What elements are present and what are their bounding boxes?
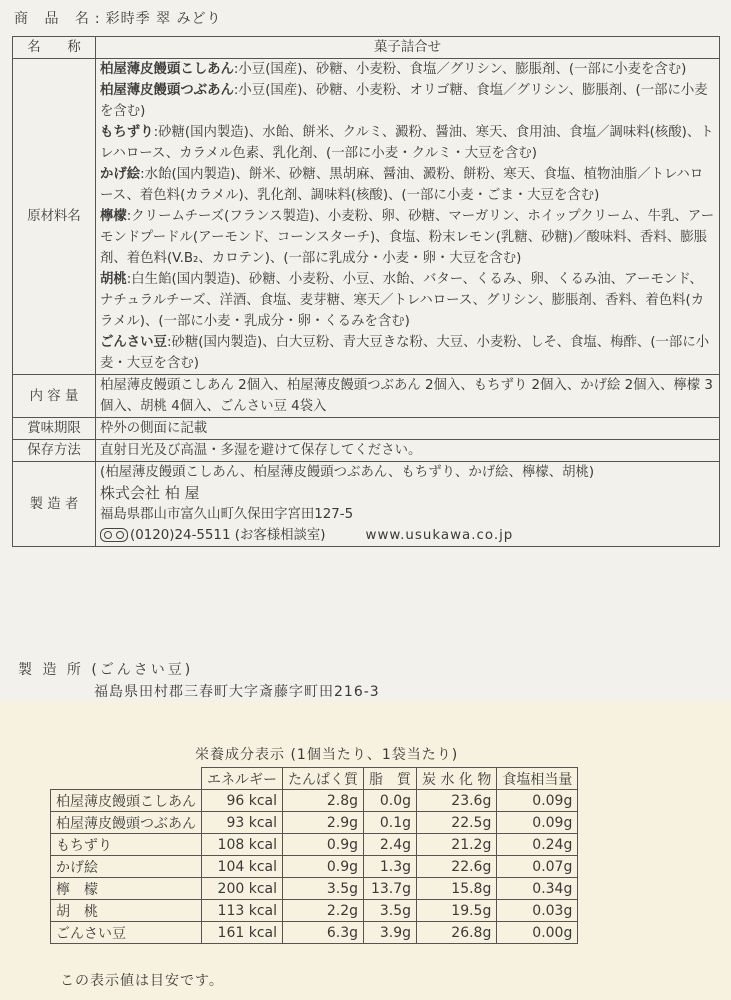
nutrition-value: 2.8g xyxy=(283,790,364,812)
nutrition-value: 22.5g xyxy=(417,812,497,834)
nutrition-value: 2.4g xyxy=(364,834,417,856)
nutrition-product: 柏屋薄皮饅頭つぶあん xyxy=(51,812,202,834)
nutrition-value: 2.2g xyxy=(283,900,364,922)
nutrition-value: 0.0g xyxy=(364,790,417,812)
nutrition-header: たんぱく質 xyxy=(283,768,364,790)
expiry-value: 枠外の側面に記載 xyxy=(96,418,720,440)
content-value: 柏屋薄皮饅頭こしあん 2個入、柏屋薄皮饅頭つぶあん 2個入、もちずり 2個入、かげ絵 2個入、檸檬 3個入、胡桃 4個入、ごんさい豆 4袋入 xyxy=(96,375,720,418)
name-label: 名 称 xyxy=(13,37,96,59)
ingredient-item: ごんさい豆:砂糖(国内製造)、白大豆粉、青大豆きな粉、大豆、小麦粉、しそ、食塩、梅酢、(一部に小麦・大豆を含む) xyxy=(100,335,710,371)
nutrition-value: 200 kcal xyxy=(202,878,283,900)
nutrition-value: 21.2g xyxy=(417,834,497,856)
product-label: 商 品 名: xyxy=(14,11,106,27)
nutrition-product: もちずり xyxy=(51,834,202,856)
ingredient-item: かげ絵:水飴(国内製造)、餅米、砂糖、黒胡麻、醤油、澱粉、餅粉、寒天、食塩、植物油脂／トレハロース、着色料(カラメル)、乳化剤、調味料(核酸)、(一部に小麦・ごま・大豆を含む) xyxy=(100,167,704,203)
nutrition-title: 栄養成分表示 (1個当たり、1袋当たり) xyxy=(195,747,459,763)
maker-row xyxy=(13,462,720,547)
nutrition-value: 13.7g xyxy=(364,878,417,900)
nutrition-value: 0.09g xyxy=(497,790,578,812)
nutrition-value: 0.1g xyxy=(364,812,417,834)
ingredient-item: 胡桃:白生餡(国内製造)、砂糖、小麦粉、小豆、水飴、バター、くるみ、卵、くるみ油、アーモンド、ナチュラルチーズ、洋酒、食塩、麦芽糖、寒天／トレハロース、グリシン、膨脹剤、香料、着色料(カラメル)、(一部に小麦・乳成分・卵・くるみを含む) xyxy=(100,272,705,329)
nutrition-header: 炭 水 化 物 xyxy=(417,768,497,790)
nutrition-value: 15.8g xyxy=(417,878,497,900)
nutrition-value: 0.34g xyxy=(497,878,578,900)
nutrition-product: 檸 檬 xyxy=(51,878,202,900)
nutrition-row xyxy=(51,856,578,878)
ingredient-item: 檸檬:クリームチーズ(フランス製造)、小麦粉、卵、砂糖、マーガリン、ホイップクリーム、牛乳、アーモンドプードル(アーモンド、コーンスターチ)、食塩、粉末レモン(乳糖、砂糖)／酸味料、香料、膨脹剤、着色料(V.B₂、カロテン)、(一部に乳成分・小麦・卵・大豆を含む) xyxy=(100,209,715,266)
nutrition-row xyxy=(51,878,578,900)
nutrition-value: 19.5g xyxy=(417,900,497,922)
nutrition-value: 0.03g xyxy=(497,900,578,922)
nutrition-product: かげ絵 xyxy=(51,856,202,878)
nutrition-row xyxy=(51,812,578,834)
nutrition-value: 108 kcal xyxy=(202,834,283,856)
nutrition-header-row xyxy=(51,768,578,790)
nutrition-note: この表示値は目安です。 xyxy=(60,973,224,989)
factory-label: 製 造 所 (ごんさい豆) xyxy=(18,662,194,678)
nutrition-value: 26.8g xyxy=(417,922,497,944)
nutrition-value: 22.6g xyxy=(417,856,497,878)
expiry-label: 賞味期限 xyxy=(13,418,96,440)
maker-company: 株式会社 柏 屋 xyxy=(100,484,200,502)
nutrition-value: 3.5g xyxy=(364,900,417,922)
ingredient-item: もちずり:砂糖(国内製造)、水飴、餅米、クルミ、澱粉、醤油、寒天、食用油、食塩／調味料(核酸)、トレハロース、カラメル色素、乳化剤、(一部に小麦・クルミ・大豆を含む) xyxy=(100,125,714,161)
nutrition-value: 93 kcal xyxy=(202,812,283,834)
ingredients-list xyxy=(96,59,720,375)
nutrition-value: 6.3g xyxy=(283,922,364,944)
storage-value: 直射日光及び高温・多湿を避けて保存してください。 xyxy=(96,440,720,462)
product-name: 彩時季 翠 みどり xyxy=(105,11,222,27)
nutrition-value: 0.00g xyxy=(497,922,578,944)
nutrition-value: 3.9g xyxy=(364,922,417,944)
nutrition-value: 0.24g xyxy=(497,834,578,856)
expiry-row xyxy=(13,418,720,440)
factory-address: 福島県田村郡三春町大字斎藤字町田216-3 xyxy=(94,684,380,700)
nutrition-value: 2.9g xyxy=(283,812,364,834)
maker-url[interactable]: www.usukawa.co.jp xyxy=(365,528,514,543)
ingredients-label: 原材料名 xyxy=(13,59,96,375)
nutrition-value: 96 kcal xyxy=(202,790,283,812)
nutrition-row xyxy=(51,900,578,922)
ingredient-item: 柏屋薄皮饅頭こしあん:小豆(国産)、砂糖、小麦粉、食塩／グリシン、膨脹剤、(一部に小麦を含む) xyxy=(100,62,687,77)
nutrition-value: 1.3g xyxy=(364,856,417,878)
nutrition-value: 161 kcal xyxy=(202,922,283,944)
nutrition-product: 胡 桃 xyxy=(51,900,202,922)
nutrition-header: エネルギー xyxy=(202,768,283,790)
maker-phone: (0120)24-5511 (お客様相談室) xyxy=(130,528,326,543)
maker-products: (柏屋薄皮饅頭こしあん、柏屋薄皮饅頭つぶあん、もちずり、かげ絵、檸檬、胡桃) xyxy=(100,465,595,480)
name-value: 菓子詰合せ xyxy=(96,37,720,59)
storage-row xyxy=(13,440,720,462)
nutrition-product: 柏屋薄皮饅頭こしあん xyxy=(51,790,202,812)
name-row xyxy=(13,37,720,59)
nutrition-value: 0.09g xyxy=(497,812,578,834)
nutrition-product: ごんさい豆 xyxy=(51,922,202,944)
nutrition-value: 0.07g xyxy=(497,856,578,878)
content-label: 内 容 量 xyxy=(13,375,96,418)
nutrition-row xyxy=(51,834,578,856)
nutrition-value: 0.9g xyxy=(283,856,364,878)
nutrition-value: 104 kcal xyxy=(202,856,283,878)
nutrition-header: 食塩相当量 xyxy=(497,768,578,790)
nutrition-table xyxy=(50,767,578,944)
nutrition-value: 0.9g xyxy=(283,834,364,856)
ingredients-row xyxy=(13,59,720,375)
free-dial-icon xyxy=(100,528,128,542)
nutrition-value: 23.6g xyxy=(417,790,497,812)
product-name-line xyxy=(14,8,222,28)
maker-address: 福島県郡山市富久山町久保田字宮田127-5 xyxy=(100,507,354,522)
maker-label: 製 造 者 xyxy=(13,462,96,547)
ingredient-item: 柏屋薄皮饅頭つぶあん:小豆(国産)、砂糖、小麦粉、オリゴ糖、食塩／グリシン、膨脹剤、(一部に小麦を含む) xyxy=(100,83,708,119)
nutrition-row xyxy=(51,922,578,944)
nutrition-value: 113 kcal xyxy=(202,900,283,922)
nutrition-value: 3.5g xyxy=(283,878,364,900)
nutrition-row xyxy=(51,790,578,812)
storage-label: 保存方法 xyxy=(13,440,96,462)
maker-contact xyxy=(100,525,715,546)
nutrition-header: 脂 質 xyxy=(364,768,417,790)
content-row xyxy=(13,375,720,418)
maker-info xyxy=(96,462,720,547)
product-info-table xyxy=(12,36,720,547)
